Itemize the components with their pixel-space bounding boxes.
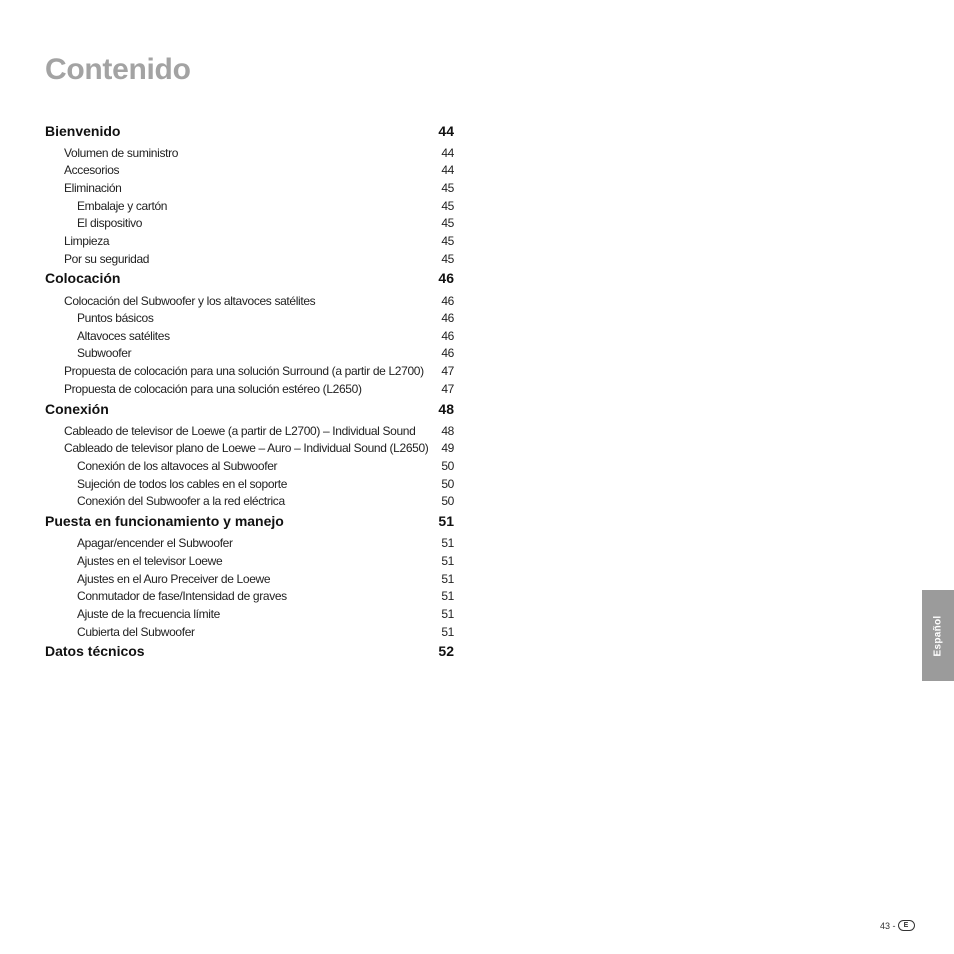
toc-label: Sujeción de todos los cables en el soporte (77, 477, 288, 491)
toc-label: Conexión (45, 401, 109, 417)
toc-label: Propuesta de colocación para una solución estéreo (L2650) (64, 382, 362, 396)
toc-label: El dispositivo (77, 216, 143, 230)
table-of-contents (45, 0, 454, 700)
toc-entry[interactable] (45, 571, 454, 587)
toc-label: Limpieza (64, 234, 110, 248)
toc-page-number: 51 (441, 572, 454, 586)
toc-label: Subwoofer (77, 346, 132, 360)
toc-page-number: 46 (441, 311, 454, 325)
toc-page-number: 46 (441, 329, 454, 343)
toc-page-number: 44 (441, 163, 454, 177)
toc-section-bienvenido[interactable] (45, 122, 454, 140)
toc-entry[interactable] (45, 363, 454, 379)
page-footer (880, 920, 930, 931)
toc-entry[interactable] (45, 458, 454, 474)
toc-page-number: 45 (441, 252, 454, 266)
toc-label: Ajustes en el televisor Loewe (77, 554, 223, 568)
toc-entry[interactable] (45, 440, 454, 456)
toc-label: Altavoces satélites (77, 329, 170, 343)
toc-label: Bienvenido (45, 123, 121, 139)
toc-page-number: 51 (441, 589, 454, 603)
toc-page-number: 51 (441, 607, 454, 621)
toc-entry[interactable] (45, 180, 454, 196)
toc-page-number: 50 (441, 477, 454, 491)
toc-label: Colocación del Subwoofer y los altavoces satélites (64, 294, 316, 308)
toc-entry[interactable] (45, 423, 454, 439)
toc-label: Colocación (45, 270, 121, 286)
toc-entry[interactable] (45, 215, 454, 231)
toc-page-number: 49 (441, 441, 454, 455)
toc-page-number: 51 (438, 513, 454, 529)
toc-section-conexion[interactable] (45, 400, 454, 418)
toc-label: Cableado de televisor de Loewe (a partir de L2700) – Individual Sound (64, 424, 416, 438)
toc-entry[interactable] (45, 310, 454, 326)
toc-label: Apagar/encender el Subwoofer (77, 536, 233, 550)
toc-page-number: 51 (441, 625, 454, 639)
toc-page-number: 45 (441, 216, 454, 230)
toc-entry[interactable] (45, 145, 454, 161)
toc-page-number: 44 (438, 123, 454, 139)
toc-section-colocacion[interactable] (45, 269, 454, 287)
toc-entry[interactable] (45, 345, 454, 361)
toc-page-number: 52 (438, 643, 454, 659)
toc-label: Conexión de los altavoces al Subwoofer (77, 459, 278, 473)
toc-label: Volumen de suministro (64, 146, 179, 160)
toc-label: Datos técnicos (45, 643, 145, 659)
toc-page-number: 45 (441, 199, 454, 213)
toc-page-number: 48 (438, 401, 454, 417)
page-title: Contenido (45, 53, 191, 86)
toc-entry[interactable] (45, 251, 454, 267)
toc-label: Ajustes en el Auro Preceiver de Loewe (77, 572, 271, 586)
toc-page-number: 50 (441, 459, 454, 473)
toc-page-number: 45 (441, 234, 454, 248)
toc-entry[interactable] (45, 233, 454, 249)
language-badge-icon: E (898, 920, 915, 931)
language-side-tab (922, 590, 954, 681)
toc-label: Cableado de televisor plano de Loewe – Auro – Individual Sound (L2650) (64, 441, 429, 455)
toc-page-number: 51 (441, 536, 454, 550)
toc-page-number: 47 (441, 364, 454, 378)
toc-page-number: 44 (441, 146, 454, 160)
toc-entry[interactable] (45, 535, 454, 551)
toc-label: Eliminación (64, 181, 122, 195)
toc-entry[interactable] (45, 162, 454, 178)
toc-label: Embalaje y cartón (77, 199, 168, 213)
toc-label: Conexión del Subwoofer a la red eléctrica (77, 494, 285, 508)
toc-section-puesta-en-funcionamiento[interactable] (45, 512, 454, 530)
toc-page-number: 46 (441, 346, 454, 360)
toc-page-number: 51 (441, 554, 454, 568)
toc-page-number: 47 (441, 382, 454, 396)
toc-entry[interactable] (45, 606, 454, 622)
toc-page-number: 46 (438, 270, 454, 286)
toc-page-number: 45 (441, 181, 454, 195)
toc-entry[interactable] (45, 624, 454, 640)
toc-label: Cubierta del Subwoofer (77, 625, 195, 639)
toc-entry[interactable] (45, 293, 454, 309)
toc-entry[interactable] (45, 588, 454, 604)
toc-label: Por su seguridad (64, 252, 150, 266)
toc-entry[interactable] (45, 381, 454, 397)
toc-page-number: 46 (441, 294, 454, 308)
toc-entry[interactable] (45, 553, 454, 569)
toc-section-datos-tecnicos[interactable] (45, 642, 454, 660)
toc-entry[interactable] (45, 476, 454, 492)
page-number: 43 - (880, 920, 896, 931)
toc-label: Accesorios (64, 163, 120, 177)
language-label: Español (932, 615, 944, 656)
toc-entry[interactable] (45, 198, 454, 214)
toc-entry[interactable] (45, 328, 454, 344)
toc-page-number: 48 (441, 424, 454, 438)
toc-label: Puntos básicos (77, 311, 154, 325)
toc-label: Propuesta de colocación para una solución Surround (a partir de L2700) (64, 364, 424, 378)
toc-label: Conmutador de fase/Intensidad de graves (77, 589, 287, 603)
toc-page-number: 50 (441, 494, 454, 508)
toc-label: Ajuste de la frecuencia límite (77, 607, 220, 621)
toc-entry[interactable] (45, 493, 454, 509)
toc-label: Puesta en funcionamiento y manejo (45, 513, 284, 529)
